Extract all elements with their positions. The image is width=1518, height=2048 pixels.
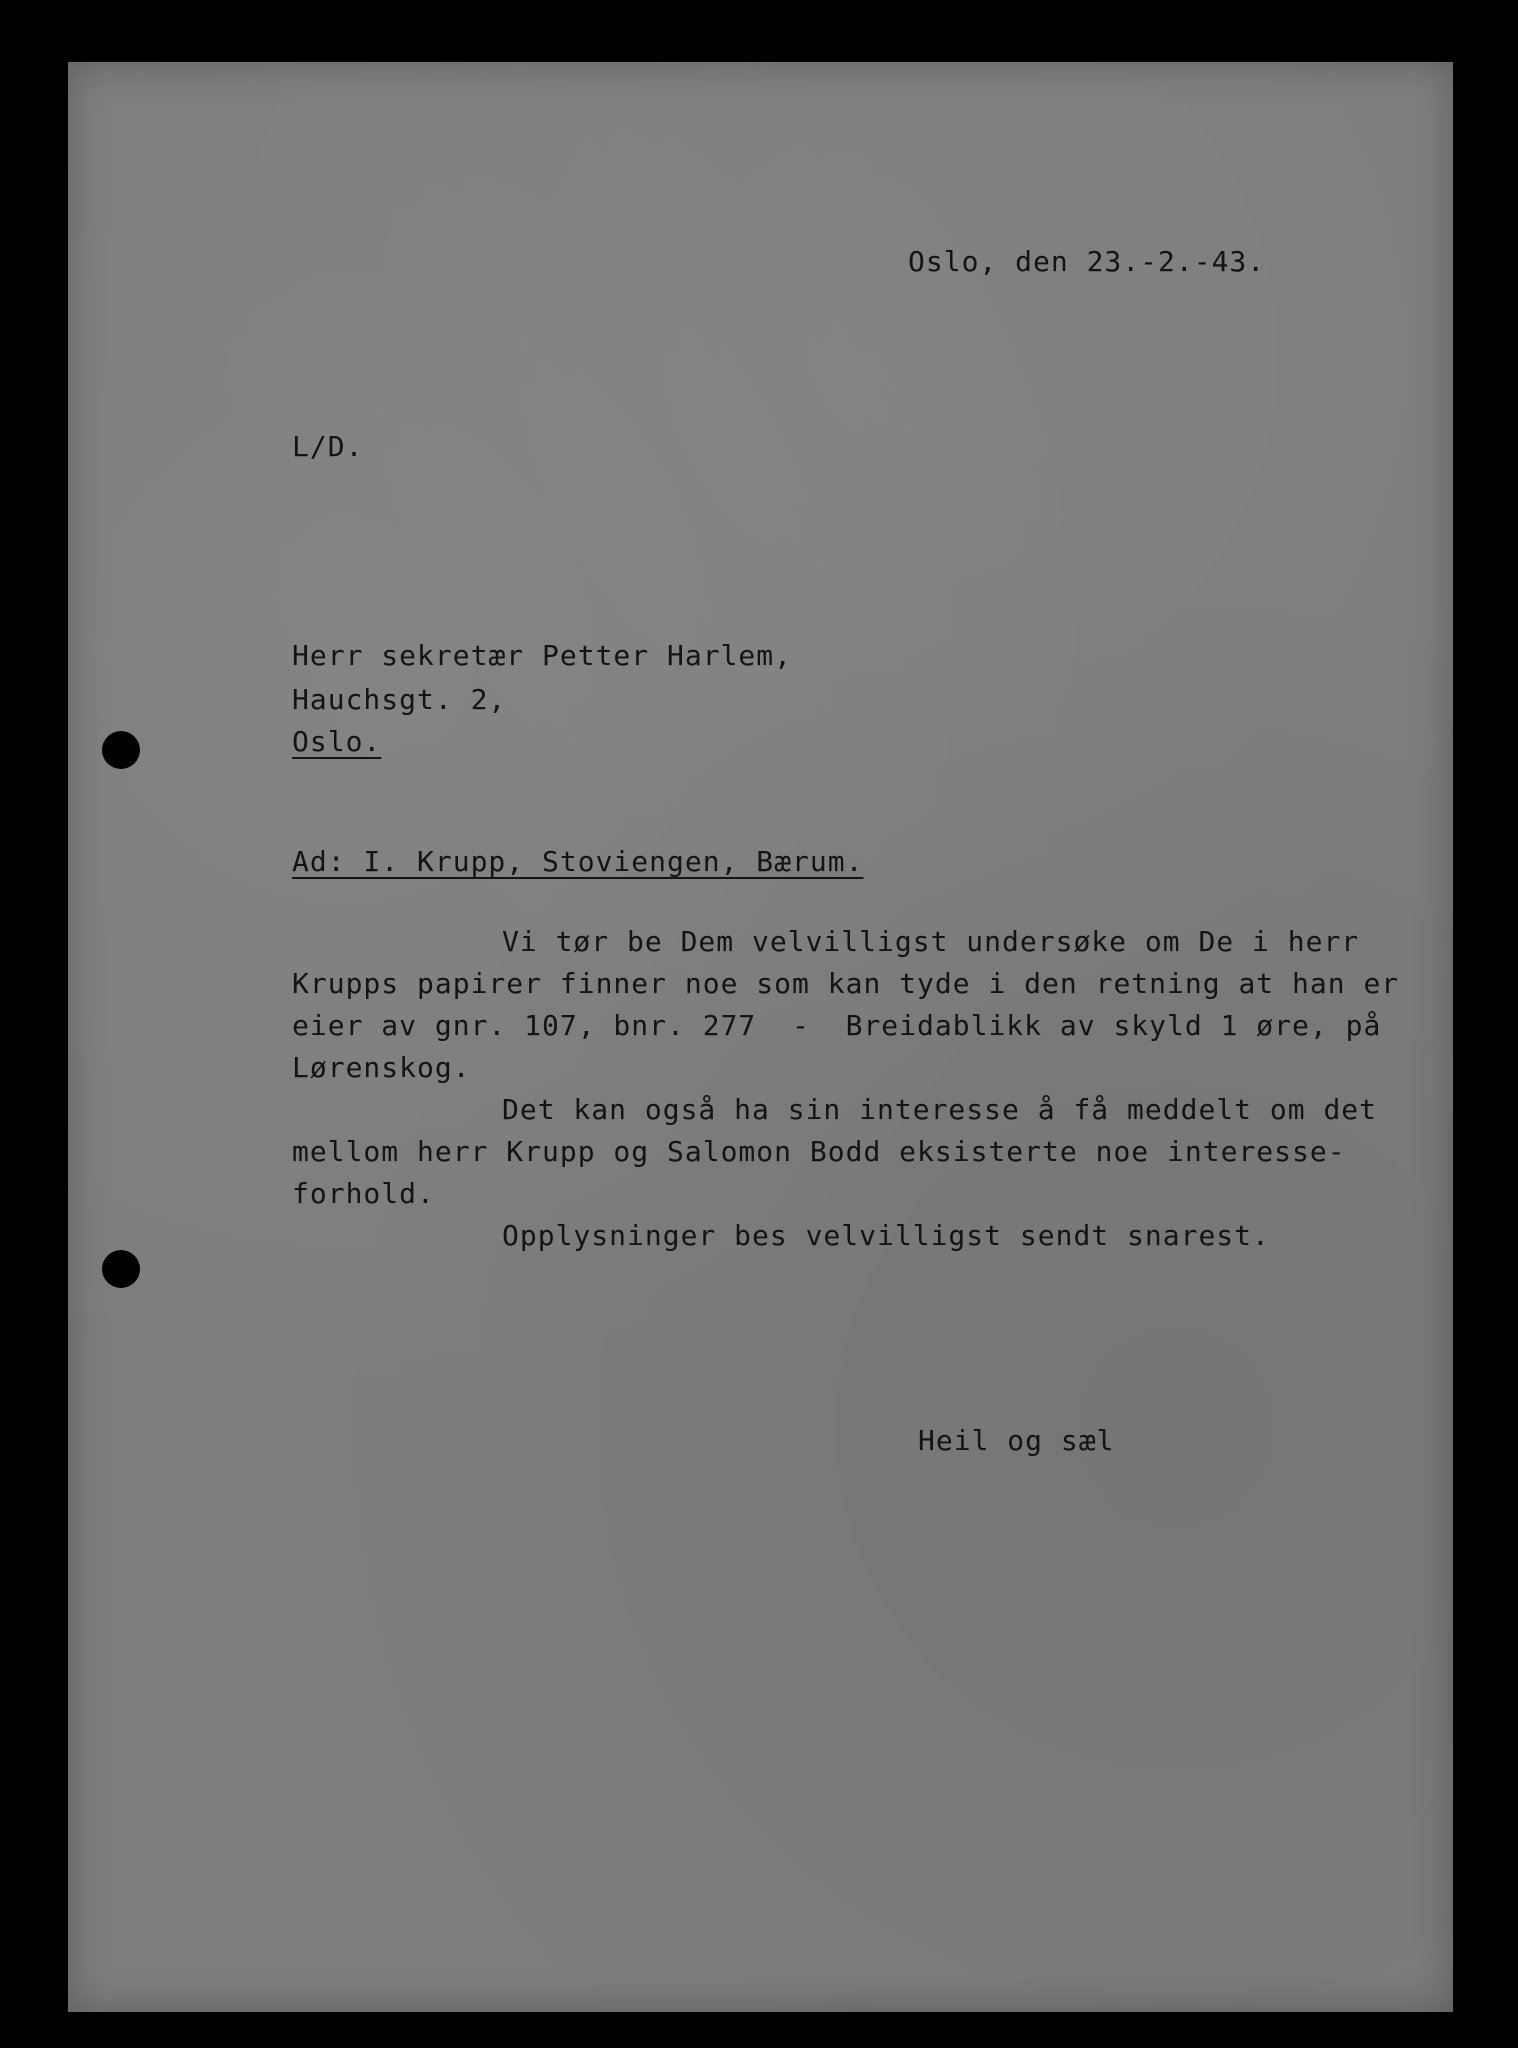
body-line: forhold. [292,1177,435,1210]
body-line: mellom herr Krupp og Salomon Bodd eksisterte noe interesse- [292,1135,1346,1168]
body-line: eier av gnr. 107, bnr. 277 - Breidablikk av skyld 1 øre, på [292,1009,1382,1042]
letter-date: Oslo, den 23.-2.-43. [908,245,1266,278]
body-line: Opplysninger bes velvilligst sendt snarest. [502,1219,1270,1252]
punch-hole-top [102,731,140,769]
reference-code: L/D. [292,430,364,463]
punch-hole-bottom [102,1250,140,1288]
body-line: Vi tør be Dem velvilligst undersøke om De i herr [502,925,1360,958]
recipient-street: Hauchsgt. 2, [292,683,507,716]
recipient-city: Oslo. [292,725,382,758]
letter-closing: Heil og sæl [918,1424,1115,1457]
body-line: Krupps papirer finner noe som kan tyde i den retning at han er [292,967,1400,1000]
recipient-name: Herr sekretær Petter Harlem, [292,639,793,672]
letter-subject: Ad: I. Krupp, Stoviengen, Bærum. [292,845,864,878]
body-line: Det kan også ha sin interesse å få meddelt om det [502,1093,1378,1126]
body-line: Lørenskog. [292,1051,471,1084]
